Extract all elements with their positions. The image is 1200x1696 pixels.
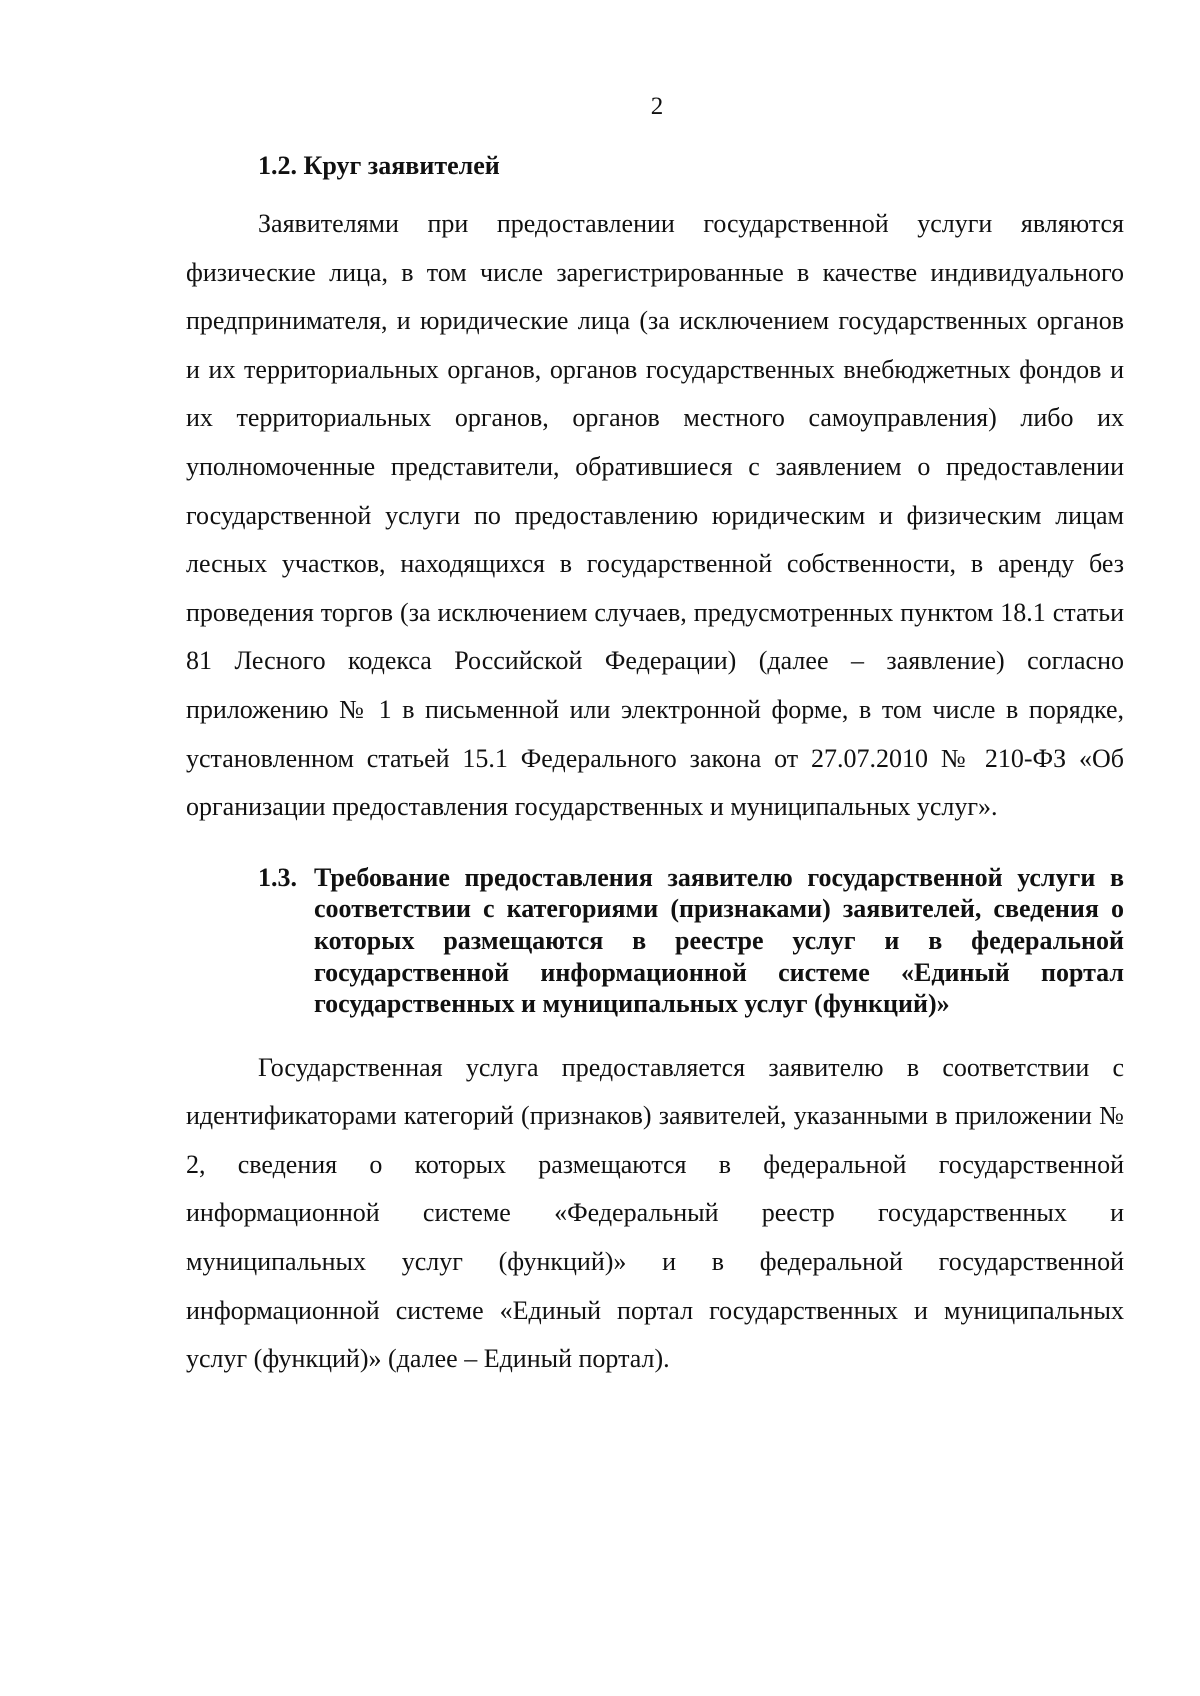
section-1-3-number: 1.3. (258, 862, 297, 892)
section-1-2-heading: 1.2. Круг заявителей (258, 151, 500, 180)
section-1-2-paragraph: Заявителями при предоставлении государственной услуги являются физические лица, в том числе зарегистрированные в качестве индивидуального предпринимателя, и юридические лица (за исключением государственных органов и их территориальных органов, органов государственных внебюджетных фондов и их территориальных органов, органов местного самоуправления) либо их уполномоченные представители, обратившиеся с заявлением о предоставлении государственной услуги по предоставлению юридическим и физическим лицам лесных участков, находящихся в государственной собственности, в аренду без проведения торгов (за исключением случаев, предусмотренных пунктом 18.1 статьи 81 Лесного кодекса Российской Федерации) (далее – заявление) согласно приложению № 1 в письменной или электронной форме, в том числе в порядке, установленном статьей 15.1 Федерального закона от 27.07.2010 № 210-ФЗ «Об организации предоставления государственных и муниципальных услуг». (186, 209, 1124, 822)
section-1-3-heading-text: Требование предоставления заявителю государственной услуги в соответствии с категориями (признаками) заявителей, сведения о которых размещаются в реестре услуг и в федеральной государственной информационной системе «Единый портал государственных и муниципальных услуг (функций)» (314, 862, 1124, 1019)
section-1-3-heading (258, 862, 1124, 1020)
section-1-3-paragraph: Государственная услуга предоставляется заявителю в соответствии с идентификаторами категорий (признаков) заявителей, указанными в приложении № 2, сведения о которых размещаются в федеральной государственной информационной системе «Федеральный реестр государственных и муниципальных услуг (функций)» и в федеральной государственной информационной системе «Единый портал государственных и муниципальных услуг (функций)» (далее – Единый портал). (186, 1052, 1124, 1374)
document-body (186, 146, 1124, 1384)
page-number: 2 (650, 93, 664, 120)
